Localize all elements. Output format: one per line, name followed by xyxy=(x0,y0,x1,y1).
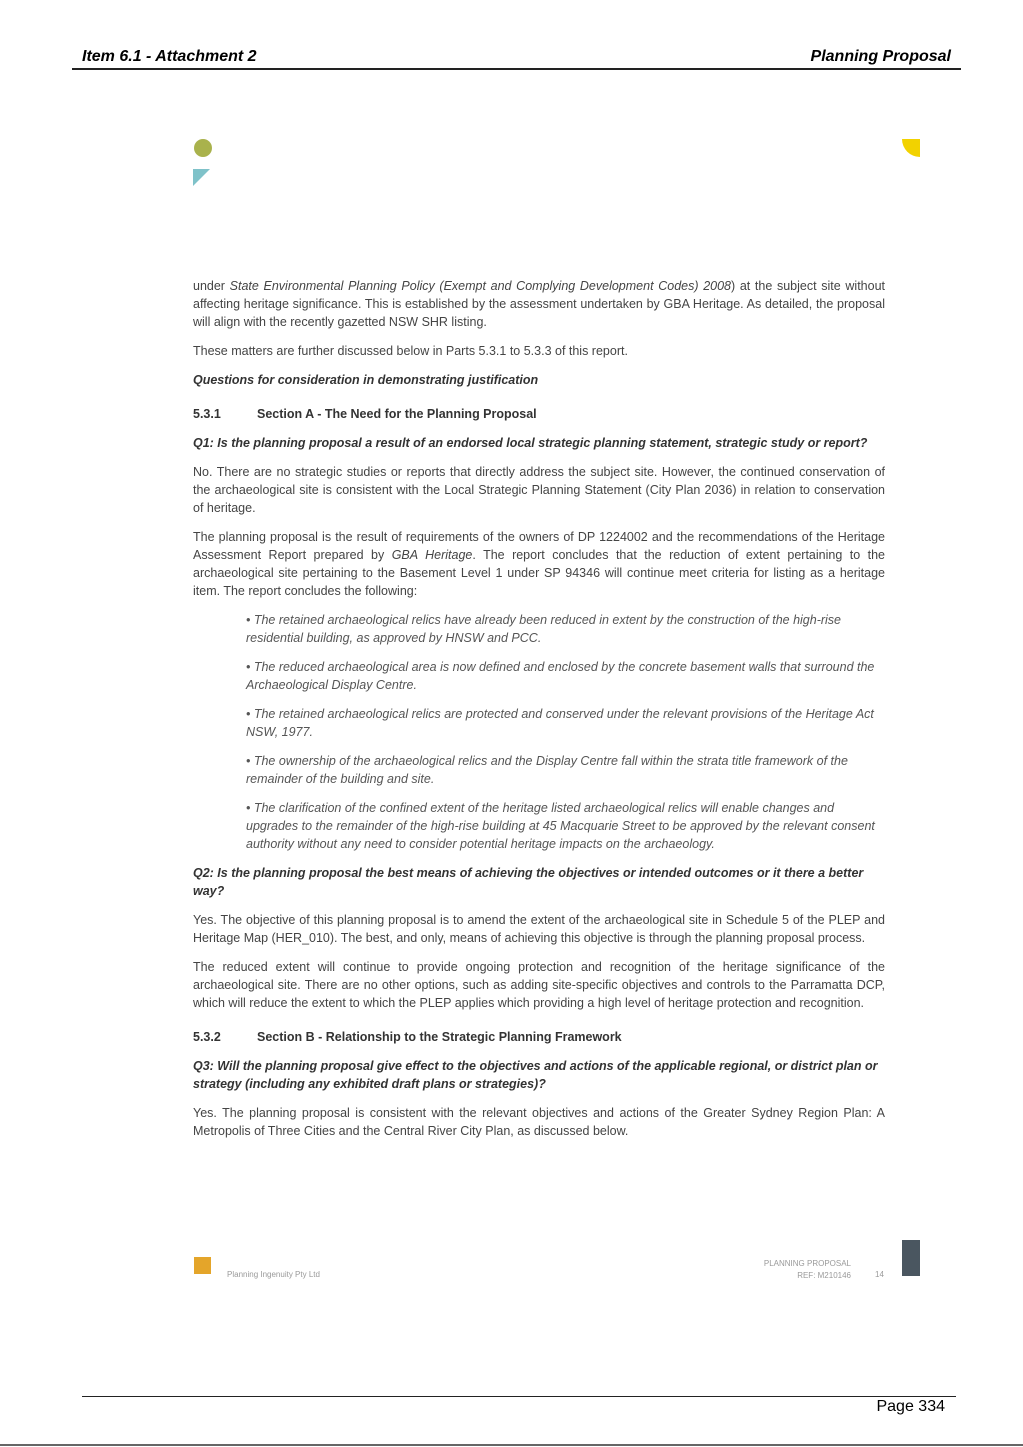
footer-company-name: Planning Ingenuity Pty Ltd xyxy=(227,1270,320,1279)
sepp-title: State Environmental Planning Policy (Exempt and Complying Development Codes) 2008 xyxy=(229,279,731,293)
page-number: Page 334 xyxy=(876,1398,945,1415)
list-item: • The clarification of the confined extent of the heritage listed archaeological relics will enable changes and upgrades to the remainder of the high-rise building at 45 Macquarie Street to be approved by the relevant consent authority without any need to consider potential heritage impacts on the archaeology. xyxy=(246,801,875,851)
section-heading-5-3-2: 5.3.2 Section B - Relationship to the Strategic Planning Framework xyxy=(193,1030,622,1044)
header-divider xyxy=(72,68,961,70)
footer-document-reference: PLANNING PROPOSAL REF: M210146 xyxy=(763,1259,851,1280)
question-q1: Q1: Is the planning proposal a result of an endorsed local strategic planning statement, strategic study or report? xyxy=(193,436,868,450)
answer-q3-paragraph-1: Yes. The planning proposal is consistent with the relevant objectives and actions of the Greater Sydney Region Plan: A Metropolis of Three Cities and the Central River City Plan, as discussed below. xyxy=(193,1106,885,1138)
list-item: • The retained archaeological relics have already been reduced in extent by the construction of the high-rise residential building, as approved by HNSW and PCC. xyxy=(246,613,842,645)
footer-bar-icon xyxy=(902,1240,920,1276)
answer-q2-paragraph-1: Yes. The objective of this planning proposal is to amend the extent of the archaeological site in Schedule 5 of the PLEP and Heritage Map (HER_010). The best, and only, means of achieving this objective is through the planning proposal process. xyxy=(193,913,885,945)
list-item: • The ownership of the archaeological relics and the Display Centre fall within the strata title framework of the remainder of the building and site. xyxy=(246,754,848,786)
questions-heading: Questions for consideration in demonstrating justification xyxy=(193,373,539,387)
decorative-circle-icon xyxy=(194,139,212,157)
header-attachment-label: Item 6.1 - Attachment 2 xyxy=(82,48,257,65)
list-item: • The reduced archaeological area is now defined and enclosed by the concrete basement walls that surround the Archaeological Display Centre. xyxy=(246,660,875,692)
page-body xyxy=(193,277,885,1151)
decorative-triangle-icon xyxy=(193,169,210,186)
answer-q2-paragraph-2: The reduced extent will continue to provide ongoing protection and recognition of the heritage significance of the archaeological site. There are no other options, such as adding site-specific objectives and controls to the Parramatta DCP, which will reduce the extent to which the PLEP applies which providing a high level of heritage protection and recognition. xyxy=(193,960,885,1010)
footer-logo-square-icon xyxy=(194,1257,211,1274)
report-conclusions-list xyxy=(246,611,885,853)
question-q2: Q2: Is the planning proposal the best means of achieving the objectives or intended outcomes or it there a better way? xyxy=(193,866,864,898)
answer-q1-paragraph-2: The planning proposal is the result of requirements of the owners of DP 1224002 and the recommendations of the Heritage Assessment Report prepared by GBA Heritage. The report concludes that the reduction of extent pertaining to the archaeological site pertaining to the Basement Level 1 under SP 94346 will continue meet criteria for listing as a heritage item. The report concludes the following: xyxy=(193,530,886,598)
header-document-title: Planning Proposal xyxy=(810,48,951,65)
footer-divider xyxy=(82,1396,956,1397)
page-edge-line xyxy=(0,1444,1023,1446)
intro-paragraph: under State Environmental Planning Policy (Exempt and Complying Development Codes) 2008) at the subject site without affecting heritage significance. This is established by the assessment undertaken by GBA Heritage. As detailed, the proposal will align with the recently gazetted NSW SHR listing. xyxy=(193,279,885,329)
section-heading-5-3-1: 5.3.1 Section A - The Need for the Planning Proposal xyxy=(193,407,537,421)
decorative-quarter-circle-icon xyxy=(902,139,920,157)
answer-q1-paragraph-1: No. There are no strategic studies or reports that directly address the subject site. However, the continued conservation of the archaeological site is consistent with the Local Strategic Planning Statement (City Plan 2036) in relation to conservation of heritage. xyxy=(193,465,885,515)
footer-inner-page-number: 14 xyxy=(875,1270,884,1279)
list-item: • The retained archaeological relics are protected and conserved under the relevant provisions of the Heritage Act NSW, 1977. xyxy=(246,707,874,739)
question-q3: Q3: Will the planning proposal give effect to the objectives and actions of the applicable regional, or district plan or strategy (including any exhibited draft plans or strategies)? xyxy=(193,1059,878,1091)
discussion-paragraph: These matters are further discussed below in Parts 5.3.1 to 5.3.3 of this report. xyxy=(193,344,628,358)
